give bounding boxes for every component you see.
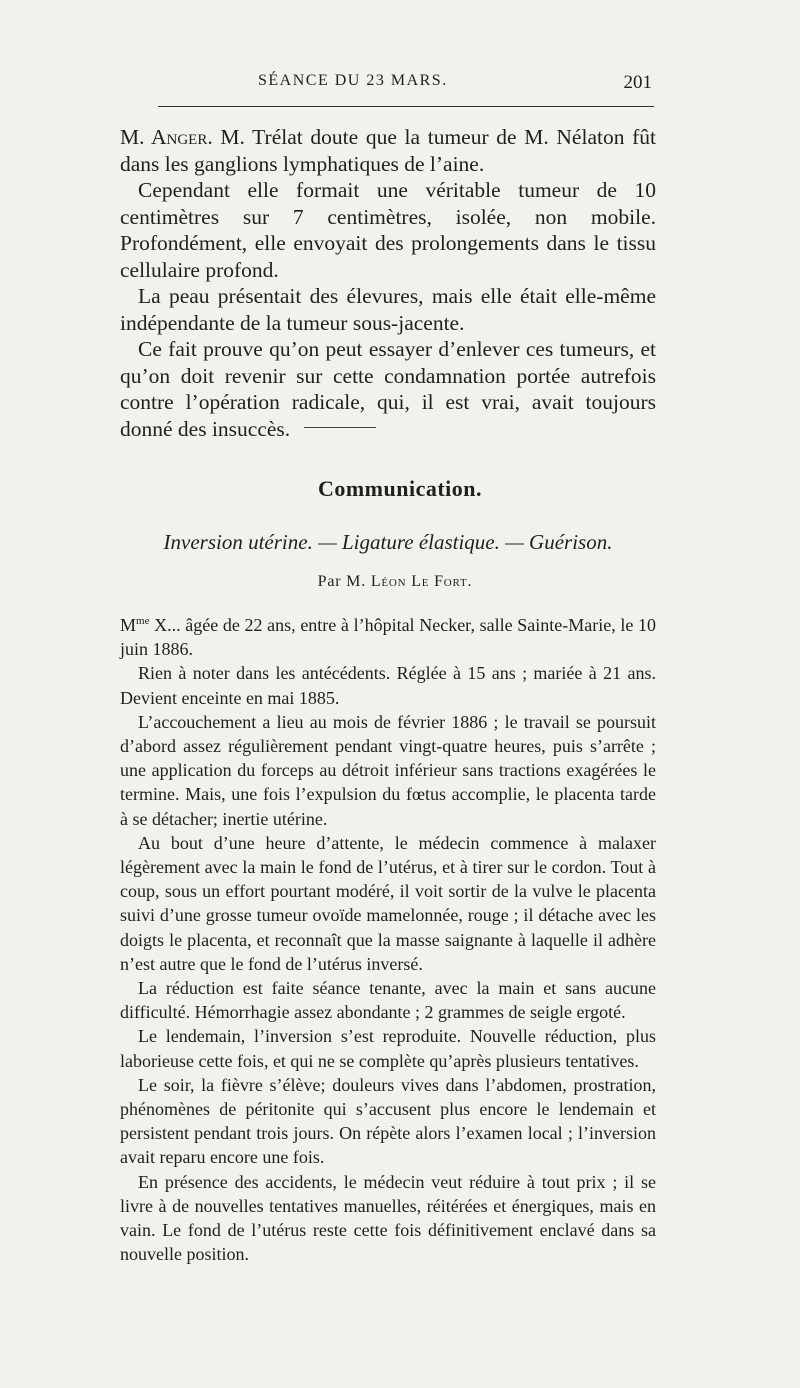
byline-prefix: Par M. <box>317 573 367 590</box>
speaker-name: M. Anger. <box>120 125 213 149</box>
article-paragraph-3: L’accouchement a lieu au mois de février 1886 ; le travail se poursuit d’abord assez régulièrement pendant vingt-quatre heures, puis s’arrête ; une application du forceps au détroit inférieur sans tractions exagérées le termine. Mais, une fois l’expulsion du fœtus accomplie, le placenta tarde à se détacher; inertie utérine. <box>120 711 656 829</box>
byline <box>0 573 790 591</box>
intro-paragraph-3: La peau présentait des élevures, mais elle était elle-même indépendante de la tumeur sous-jacente. <box>120 284 656 335</box>
article-paragraph-1: $M^{me}$ X... âgée de 22 ans, entre à l’hôpital Necker, salle Sainte-Marie, le 10 juin 1886. <box>120 615 656 660</box>
intro-paragraph-4: Ce fait prouve qu’on peut essayer d’enlever ces tumeurs, et qu’on doit revenir sur cette condamnation portée autrefois contre l’opération radicale, qui, il est vrai, avait toujours donné des insuccès. <box>120 337 656 441</box>
intro-paragraph-2: Cependant elle formait une véritable tumeur de 10 centimètres sur 7 centimètres, isolée, non mobile. Profondément, elle envoyait des prolongements dans le tissu cellulaire profond. <box>120 178 656 282</box>
intro-text <box>120 124 656 442</box>
section-title: Communication. <box>317 476 483 501</box>
article-text <box>120 613 656 1266</box>
header-rule <box>158 106 654 107</box>
page-number: 201 <box>623 72 652 93</box>
article-title: Inversion utérine. — Ligature élastique. — Guérison. <box>163 530 613 554</box>
article-paragraph-8: En présence des accidents, le médecin veut réduire à tout prix ; il se livre à de nouvelles tentatives manuelles, réitérées et énergiques, mais en vain. Le fond de l’utérus reste cette fois définitivement enclavé dans sa nouvelle position. <box>120 1171 656 1265</box>
byline-author: Léon Le Fort. <box>370 573 473 590</box>
section-divider <box>304 427 376 428</box>
article-paragraph-7: Le soir, la fièvre s’élève; douleurs vives dans l’abdomen, prostration, phénomènes de péritonite qui s’accusent plus encore le lendemain et persistent pendant trois jours. On répète alors l’examen local ; l’inversion avait reparu encore une fois. <box>120 1074 656 1168</box>
page-header <box>154 72 654 102</box>
article-paragraph-4: Au bout d’une heure d’attente, le médecin commence à malaxer légèrement avec la main le fond de l’utérus, et à tirer sur le cordon. Tout à coup, sous un effort pourtant modéré, il voit sortir de la vulve le placenta suivi d’une grosse tumeur ovoïde mamelonnée, rouge ; il détache avec les doigts le placenta, et reconnaît que la masse saignante à laquelle il adhère n’est autre que le fond de l’utérus inversé. <box>120 832 656 974</box>
intro-paragraph-1: M. Anger. M. Trélat doute que la tumeur de M. Nélaton fût dans les ganglions lymphatiques de l’aine. <box>120 125 657 176</box>
article-paragraph-2: Rien à noter dans les antécédents. Réglée à 15 ans ; mariée à 21 ans. Devient enceinte en mai 1885. <box>120 663 656 708</box>
running-title: SÉANCE DU 23 MARS. <box>258 72 448 89</box>
article-paragraph-6: Le lendemain, l’inversion s’est reproduite. Nouvelle réduction, plus laborieuse cette fois, et qui ne se complète qu’après plusieurs tentatives. <box>120 1026 656 1071</box>
article-paragraph-5: La réduction est faite séance tenante, avec la main et sans aucune difficulté. Hémorrhagie assez abondante ; 2 grammes de seigle ergoté. <box>120 978 656 1023</box>
